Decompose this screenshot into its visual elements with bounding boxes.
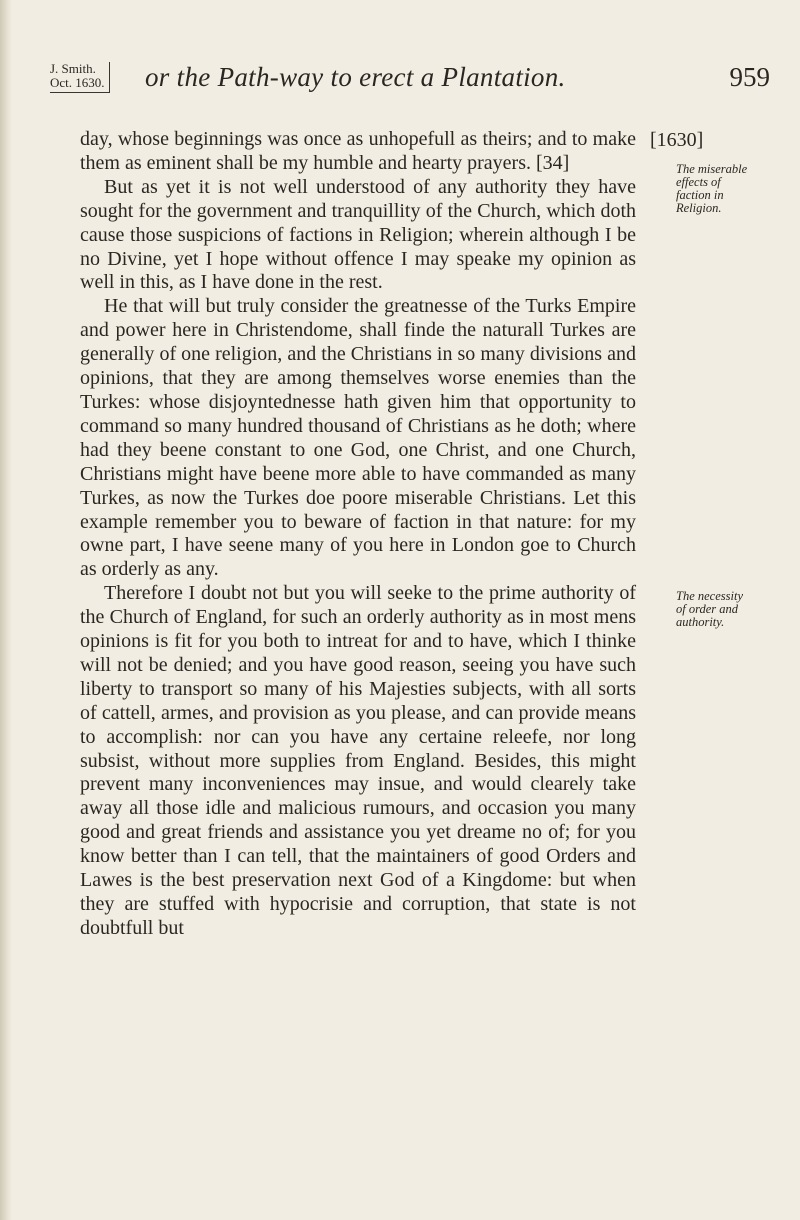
page-number: 959 (729, 62, 770, 92)
header-author: J. Smith. (50, 61, 96, 76)
paragraph: He that will but truly consider the greatnesse of the Turks Empire and power here in Christendome, shall finde the naturall Turkes are generally of one religion, and the Christians in so many divisions and opinions, that they are among themselves worse enemies than the Turkes: whose disjoyntednesse hath given him that opportunity to command so many hundred thousand of Christians as he doth; where had they beene constant to one God, one Christ, and one Church, Christians might have beene more able to have commanded as many Turkes, as now the Turkes doe poore miserable Christians. Let this example remember you to beware of faction in that nature: for my owne part, I have seene many of you here in London goe to Church as orderly as any. (80, 295, 636, 581)
margin-note: The necessity of order and authority. (676, 589, 743, 629)
page-gutter-shadow (0, 0, 12, 1220)
margin-note: The miserable effects of faction in Religion. (676, 162, 748, 215)
running-title: or the Path-way to erect a Plantation. (145, 62, 566, 92)
page-header (50, 62, 770, 102)
header-sidenote (50, 62, 110, 93)
paragraph: day, whose beginnings was once as unhopefull as theirs; and to make them as eminent shall be my humble and hearty prayers. [34] (80, 128, 636, 174)
header-date: Oct. 1630. (50, 75, 105, 90)
body-text (80, 128, 636, 941)
margin-year: [1630] (650, 129, 704, 151)
paragraph: But as yet it is not well understood of any authority they have sought for the government and tranquillity of the Church, which doth cause those suspicions of factions in Religion; wherein although I be no Divine, yet I hope without offence I may speake my opinion as well in this, as I have done in the rest. (80, 175, 636, 294)
paragraph: Therefore I doubt not but you will seeke to the prime authority of the Church of England, for such an orderly authority as in most mens opinions is fit for you both to intreat for and to have, which I thinke will not be denied; and you have good reason, seeing you have such liberty to transport so many of his Majesties subjects, with all sorts of cattell, armes, and provision as you please, and can provide means to accomplish: nor can you have any certaine releefe, nor long subsist, without more supplies from England. Besides, this might prevent many inconveniences may insue, and would clearely take away all those idle and malicious rumours, and occasion you many good and great friends and assistance you yet dreame no of; for you know better than I can tell, that the maintainers of good Orders and Lawes is the best preservation next God of a Kingdome: but when they are stuffed with hypocrisie and corruption, that state is not doubtfull but (80, 582, 636, 939)
